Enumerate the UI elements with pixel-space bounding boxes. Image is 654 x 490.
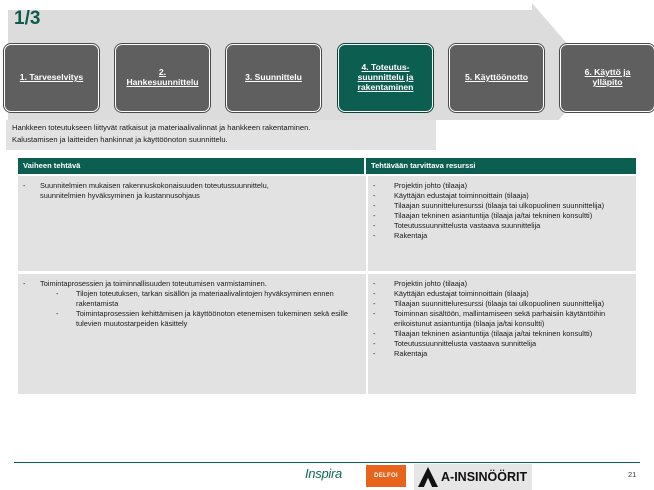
step-kaytto-ja-yllapito[interactable] [560, 44, 654, 112]
footer-divider [14, 462, 640, 463]
sub-item: - Toimintaprosessien kehittämisen ja käyttöönoton etenemisen tukeminen sekä esille tulevien muutostarpeiden käsittely [56, 309, 348, 328]
page-number: 21 [628, 470, 637, 479]
description-line: Kalustamisen ja laitteiden hankinnat ja käyttöönoton suunnittelu. [12, 135, 228, 144]
resource-item: - Projektin johto (tilaaja) [373, 181, 468, 190]
resource-item: - Käyttäjän edustajat toiminnoittain (tilaaja) [373, 289, 529, 298]
resource-cell [366, 274, 636, 394]
task-cell [18, 176, 364, 271]
step-tarveselvitys[interactable] [4, 44, 99, 112]
inspira-logo: Inspira [305, 466, 342, 481]
resource-cell [366, 176, 636, 271]
step-label: 4. Toteutus- suunnittelu ja rakentaminen [357, 62, 414, 92]
a-insinoorit-mark-icon [417, 466, 439, 488]
resource-item: - Toteutussuunnittelusta vastaava sunnittelija [373, 339, 537, 348]
resource-item: - Rakentaja [373, 349, 428, 358]
resource-item: - Tilaajan suunnitteluresurssi (tilaaja tai ulkopuolinen suunnittelija) [373, 299, 605, 308]
description-line: Hankkeen toteutukseen liittyvät ratkaisut ja materiaalivalinnat ja hankkeen rakentaminen. [12, 123, 311, 132]
step-hankesuunnittelu[interactable] [115, 44, 210, 112]
table-row [18, 176, 636, 271]
task-cell [18, 274, 364, 394]
a-insinoorit-logo [414, 464, 532, 490]
step-label: 2. Hankesuunnittelu [126, 67, 199, 87]
table-header-resource: Tehtävään tarvittava resurssi [366, 158, 636, 174]
a-insinoorit-text: A-INSINÖÖRIT [441, 470, 528, 484]
task-text: Toimintaprosessien ja toiminnallisuuden toteutumisen varmistaminen. [40, 279, 267, 288]
bullet-dash: - [23, 181, 26, 190]
phase-description [6, 120, 436, 150]
task-text: Suunnitelmien mukaisen rakennuskokonaisuuden toteutussuunnittelu, [40, 181, 269, 190]
step-label: 1. Tarveselvitys [19, 72, 84, 83]
resource-item: - Tilaajan tekninen asiantuntija (tilaaja ja/tai tekninen konsultti) [373, 211, 593, 220]
table-row [18, 274, 636, 394]
step-kayttoonotto[interactable] [449, 44, 544, 112]
page-indicator: 1/3 [14, 8, 41, 29]
resource-item: - Tilaajan tekninen asiantuntija (tilaaja ja/tai tekninen konsultti) [373, 329, 593, 338]
table-header-task: Vaiheen tehtävä [18, 158, 364, 174]
resource-item: - Toiminnan sisältöön, mallintamiseen sekä parhaisiin käytäntöihin erikoistunut asiantuntija (tilaaja ja/tai konsultti) [373, 309, 606, 328]
resource-item: - Projektin johto (tilaaja) [373, 279, 468, 288]
resource-item: - Toteutussuunnittelusta vastaava suunnittelija [373, 221, 541, 230]
step-label: 3. Suunnittelu [245, 72, 302, 83]
delfoi-logo: DELFOI [366, 465, 406, 487]
task-text: suunnitelmien hyväksyminen ja kustannusohjaus [40, 191, 200, 200]
bullet-dash: - [23, 279, 26, 288]
resource-item: - Käyttäjän edustajat toiminnoittain (tilaaja) [373, 191, 529, 200]
step-label: 6. Käyttö ja ylläpito [584, 67, 631, 87]
step-label: 5. Käyttöönotto [464, 72, 528, 83]
step-toteutussuunnittelu[interactable] [338, 44, 433, 112]
sub-item: - Tilojen toteutuksen, tarkan sisällön ja materiaalivalintojen hyväksyminen ennen rakentamista [56, 289, 334, 308]
resource-item: - Tilaajan suunnitteluresurssi (tilaaja tai ulkopuolinen suunnittelija) [373, 201, 605, 210]
step-suunnittelu[interactable] [226, 44, 321, 112]
resource-item: - Rakentaja [373, 231, 428, 240]
